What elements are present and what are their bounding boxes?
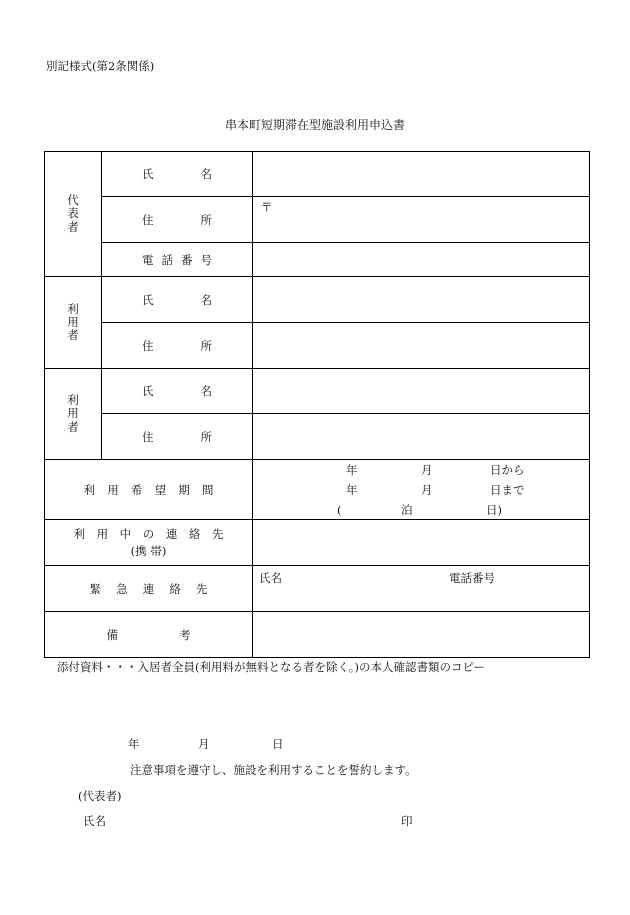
- user1-name-field[interactable]: [253, 277, 590, 323]
- user1-name-row: [45, 277, 590, 323]
- label-char: 氏: [142, 292, 154, 307]
- period-until-line: [253, 479, 589, 501]
- emergency-phone-label: 電話番号: [449, 571, 495, 585]
- label-char: 住: [142, 429, 154, 444]
- period-from-month: 月: [421, 462, 433, 477]
- label-char: 連: [142, 581, 155, 596]
- label-char: 利: [73, 527, 85, 541]
- remarks-row: [45, 612, 590, 658]
- label-char: 先: [196, 581, 208, 596]
- label-char: 用: [107, 482, 119, 497]
- date-year: 年: [128, 737, 140, 751]
- rep-name-row: [45, 152, 590, 197]
- label-char: 所: [200, 429, 212, 444]
- rep-phone-row: [45, 243, 590, 277]
- application-form-table: [44, 151, 590, 658]
- label-char: 絡: [188, 527, 201, 541]
- label-char: 先: [211, 527, 224, 541]
- document-title: 串本町短期滞在型施設利用申込書: [224, 118, 405, 132]
- label-char: 所: [200, 338, 212, 353]
- rep-phone-label: [102, 243, 253, 277]
- contact-field[interactable]: [253, 520, 590, 566]
- user1-address-label: [102, 323, 253, 369]
- label-char: 電: [142, 252, 154, 267]
- label-char: 名: [200, 167, 212, 181]
- label-char: 備: [106, 627, 118, 642]
- label-char: 氏: [142, 384, 154, 398]
- emergency-label: [45, 566, 253, 612]
- period-row: [45, 460, 590, 520]
- rep-group-cell: [45, 152, 102, 277]
- date-month: 月: [198, 737, 210, 751]
- user2-name-field[interactable]: [253, 369, 590, 414]
- label-char: の: [142, 527, 155, 541]
- contact-row: [45, 520, 590, 566]
- user2-address-row: [45, 414, 590, 460]
- user1-name-label: [102, 277, 253, 323]
- label-char: 緊: [89, 581, 101, 596]
- label-char: 連: [165, 527, 178, 541]
- label-char: 名: [200, 384, 212, 398]
- emergency-field[interactable]: [253, 566, 590, 612]
- rep-name-label: [102, 152, 253, 197]
- period-until-year: 年: [346, 482, 358, 497]
- user2-name-label: [102, 369, 253, 414]
- user1-address-row: [45, 323, 590, 369]
- rep-address-label: [102, 197, 253, 243]
- representative-label: (代表者): [78, 789, 122, 803]
- contact-label: [45, 520, 253, 566]
- label-char: 用: [96, 527, 109, 541]
- period-until-month: 月: [421, 482, 433, 497]
- period-field[interactable]: [253, 460, 590, 520]
- remarks-label: [45, 612, 253, 658]
- label-char: 住: [142, 212, 154, 227]
- period-from-day: 日から: [490, 462, 525, 477]
- label-char: 話: [161, 252, 173, 267]
- emergency-row: [45, 566, 590, 612]
- period-until-day: 日まで: [490, 482, 525, 497]
- label-char: 氏: [142, 167, 154, 181]
- label-char: 希: [130, 482, 143, 497]
- date-day: 日: [272, 737, 284, 751]
- signature-name-label: 氏名: [83, 814, 106, 828]
- label-char: 絡: [169, 581, 181, 596]
- user2-group-cell: [45, 369, 102, 460]
- user2-address-field[interactable]: [253, 414, 590, 460]
- rep-phone-field[interactable]: [253, 243, 590, 277]
- contact-sublabel: (携 帯): [130, 544, 167, 558]
- label-char: 号: [200, 252, 212, 267]
- postal-mark: 〒: [261, 200, 273, 214]
- label-char: 望: [154, 482, 167, 497]
- label-char: 利: [83, 482, 95, 497]
- rep-address-row: [45, 197, 590, 243]
- attachment-note: 添付資料・・・入居者全員(利用料が無料となる者を除く。)の本人確認書類のコピー: [57, 660, 486, 674]
- label-char: 名: [200, 292, 212, 307]
- remarks-field[interactable]: [253, 612, 590, 658]
- period-open-paren: (: [337, 502, 342, 517]
- user2-address-label: [102, 414, 253, 460]
- emergency-name-label: 氏名: [259, 571, 282, 585]
- period-nights-line: [253, 501, 589, 519]
- label-char: 所: [200, 212, 212, 227]
- user2-name-row: [45, 369, 590, 414]
- label-char: 住: [142, 338, 154, 353]
- period-from-line: [253, 461, 589, 479]
- pledge-text: 注意事項を遵守し、施設を利用することを誓約します。: [130, 763, 417, 777]
- label-char: 考: [179, 627, 191, 642]
- form-reference: 別記様式(第2条関係): [46, 59, 155, 73]
- period-days: 日): [486, 502, 502, 517]
- label-char: 中: [119, 527, 132, 541]
- rep-name-field[interactable]: [253, 152, 590, 197]
- label-char: 急: [116, 581, 128, 596]
- period-from-year: 年: [346, 462, 358, 477]
- period-nights: 泊: [401, 502, 413, 517]
- user2-group-label: 利用者: [67, 393, 79, 434]
- rep-address-field[interactable]: [253, 197, 590, 243]
- user1-group-label: 利用者: [67, 301, 79, 343]
- user1-address-field[interactable]: [253, 323, 590, 369]
- label-char: 間: [201, 482, 214, 497]
- seal-mark: 印: [401, 814, 413, 828]
- label-char: 期: [178, 482, 190, 497]
- period-label: [45, 460, 253, 520]
- rep-group-label: 代表者: [67, 193, 79, 234]
- label-char: 番: [181, 252, 193, 267]
- user1-group-cell: [45, 277, 102, 369]
